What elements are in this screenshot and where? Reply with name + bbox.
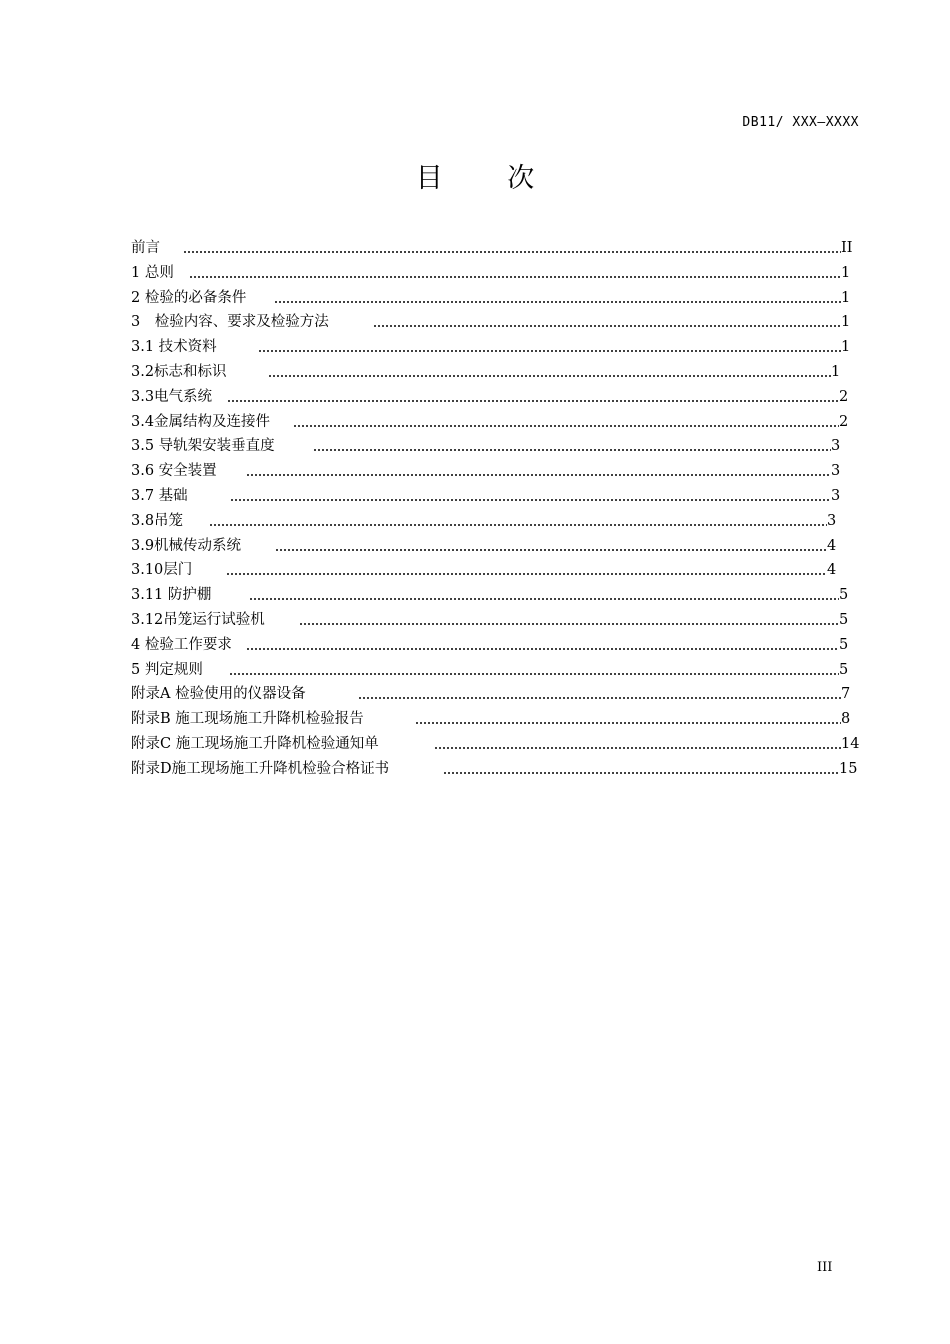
toc-leader-dots [227, 400, 839, 402]
toc-entry[interactable] [131, 236, 861, 261]
toc-entry[interactable] [131, 633, 861, 658]
toc-entry-label: 3.9机械传动系统 [131, 534, 243, 559]
toc-entry-label: 3.1 技术资料 [131, 335, 219, 360]
toc-entry-label: 附录C 施工现场施工升降机检验通知单 [131, 732, 381, 757]
toc-entry[interactable] [131, 658, 861, 683]
toc-entry-label: 附录D施工现场施工升降机检验合格证书 [131, 757, 391, 782]
toc-entry-page: 3 [831, 434, 840, 459]
toc-leader-dots [434, 747, 841, 749]
toc-entry-label: 3.7 基础 [131, 484, 190, 509]
toc-entry-label: 3.8吊笼 [131, 509, 185, 534]
toc-entry[interactable] [131, 261, 861, 286]
toc-entry-label: 附录A 检验使用的仪器设备 [131, 682, 308, 707]
document-code: DB11/ XXX—XXXX [742, 115, 859, 130]
toc-entry-page: 8 [841, 707, 850, 732]
toc-entry[interactable] [131, 682, 861, 707]
toc-entry-page: 1 [841, 286, 850, 311]
toc-leader-dots [258, 350, 841, 352]
toc-leader-dots [189, 276, 841, 278]
toc-leader-dots [313, 449, 831, 451]
toc-entry-page: 1 [841, 310, 850, 335]
toc-entry[interactable] [131, 509, 861, 534]
toc-leader-dots [229, 673, 839, 675]
toc-entry-page: 2 [839, 410, 848, 435]
toc-leader-dots [293, 425, 839, 427]
toc-entry[interactable] [131, 732, 861, 757]
toc-entry-label: 3.11 防护棚 [131, 583, 213, 608]
toc-entry[interactable] [131, 360, 861, 385]
toc-entry-page: 1 [841, 261, 850, 286]
toc-entry-page: 5 [839, 633, 848, 658]
toc-entry-label: 3.10层门 [131, 558, 194, 583]
toc-leader-dots [226, 573, 827, 575]
toc-title: 目 次 [415, 163, 563, 194]
toc-entry-page: 7 [841, 682, 850, 707]
toc-entry-label: 5 判定规则 [131, 658, 205, 683]
toc-entry[interactable] [131, 410, 861, 435]
toc-leader-dots [230, 499, 831, 501]
toc-entry-page: 5 [839, 608, 848, 633]
toc-entry[interactable] [131, 534, 861, 559]
toc-entry-page: 2 [839, 385, 848, 410]
toc-entry[interactable] [131, 707, 861, 732]
toc-entry-page: 5 [839, 658, 848, 683]
toc-entry-label: 3 检验内容、要求及检验方法 [131, 310, 331, 335]
toc-entry-label: 2 检验的必备条件 [131, 286, 248, 311]
toc-entry-page: 3 [831, 459, 840, 484]
toc-entry-page: II [841, 236, 852, 261]
toc-entry-page: 4 [827, 558, 836, 583]
toc-entry-label: 3.2标志和标识 [131, 360, 229, 385]
toc-leader-dots [274, 301, 841, 303]
toc-entry-page: 1 [831, 360, 840, 385]
toc-entry[interactable] [131, 385, 861, 410]
toc-entry-label: 4 检验工作要求 [131, 633, 234, 658]
toc-entry-label: 3.3电气系统 [131, 385, 214, 410]
toc-entry[interactable] [131, 286, 861, 311]
toc-leader-dots [415, 722, 841, 724]
toc-entry-label: 1 总则 [131, 261, 176, 286]
toc-list [131, 236, 861, 782]
toc-entry-page: 1 [841, 335, 850, 360]
toc-entry[interactable] [131, 434, 861, 459]
toc-entry-page: 3 [831, 484, 840, 509]
toc-leader-dots [246, 648, 839, 650]
toc-leader-dots [299, 623, 839, 625]
toc-leader-dots [358, 697, 841, 699]
toc-entry-page: 15 [839, 757, 857, 782]
toc-entry-page: 4 [827, 534, 836, 559]
toc-entry-label: 3.12吊笼运行试验机 [131, 608, 267, 633]
toc-entry[interactable] [131, 558, 861, 583]
toc-leader-dots [246, 474, 831, 476]
toc-entry-label: 3.4金属结构及连接件 [131, 410, 272, 435]
toc-entry-label: 3.5 导轨架安装垂直度 [131, 434, 277, 459]
toc-entry-page: 3 [827, 509, 836, 534]
toc-entry-label: 3.6 安全装置 [131, 459, 219, 484]
page-number: III [817, 1260, 833, 1275]
toc-entry-label: 附录B 施工现场施工升降机检验报告 [131, 707, 366, 732]
toc-leader-dots [209, 524, 827, 526]
toc-leader-dots [183, 251, 841, 253]
toc-leader-dots [249, 598, 839, 600]
toc-entry-page: 14 [841, 732, 859, 757]
toc-entry[interactable] [131, 459, 861, 484]
toc-entry-label: 前言 [131, 236, 162, 261]
toc-entry[interactable] [131, 608, 861, 633]
toc-entry[interactable] [131, 310, 861, 335]
toc-entry[interactable] [131, 583, 861, 608]
toc-entry-page: 5 [839, 583, 848, 608]
toc-leader-dots [373, 325, 841, 327]
toc-entry[interactable] [131, 757, 861, 782]
toc-entry[interactable] [131, 484, 861, 509]
toc-leader-dots [268, 375, 831, 377]
toc-leader-dots [275, 549, 827, 551]
toc-leader-dots [443, 772, 839, 774]
toc-entry[interactable] [131, 335, 861, 360]
